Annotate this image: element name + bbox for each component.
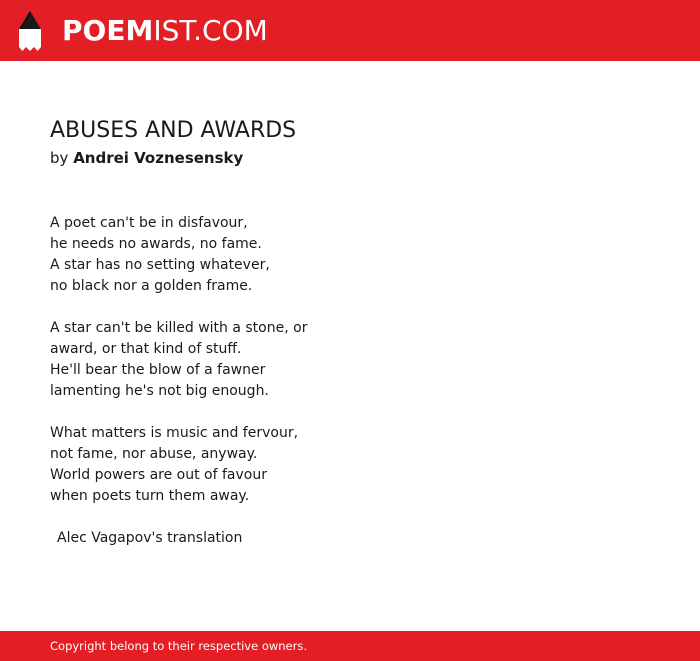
poem-line: not fame, nor abuse, anyway.: [50, 446, 258, 462]
site-logo-text: [62, 14, 268, 47]
logo-text-bold: POEM: [62, 14, 154, 47]
site-header: [0, 0, 700, 61]
poem-body: [50, 213, 650, 549]
pencil-icon: [18, 10, 42, 52]
poem-line: What matters is music and fervour,: [50, 425, 299, 441]
poem-line: award, or that kind of stuff.: [50, 341, 242, 357]
poem-container: [50, 117, 650, 549]
stanza: [50, 423, 650, 507]
stanza: [50, 318, 650, 402]
poem-line: He'll bear the blow of a fawner: [50, 362, 266, 378]
poem-line: A poet can't be in disfavour,: [50, 215, 248, 231]
stanza: [50, 213, 650, 297]
site-logo-link[interactable]: [18, 9, 268, 53]
poem-line: A star has no setting whatever,: [50, 257, 270, 273]
translation-note: Alec Vagapov's translation: [57, 530, 243, 546]
poem-line: A star can't be killed with a stone, or: [50, 320, 308, 336]
poem-line: when poets turn them away.: [50, 488, 250, 504]
author-link[interactable]: Andrei Voznesensky: [73, 149, 244, 167]
byline: [50, 147, 650, 169]
logo-text-light: IST.COM: [153, 14, 268, 47]
copyright-text: Copyright belong to their respective owners.: [50, 639, 308, 653]
byline-prefix: by: [50, 149, 69, 167]
poem-line: no black nor a golden frame.: [50, 278, 253, 294]
poem-line: World powers are out of favour: [50, 467, 267, 483]
poem-line: he needs no awards, no fame.: [50, 236, 262, 252]
site-footer: [0, 631, 700, 661]
poem-title: ABUSES AND AWARDS: [50, 118, 297, 143]
poem-line: lamenting he's not big enough.: [50, 383, 269, 399]
